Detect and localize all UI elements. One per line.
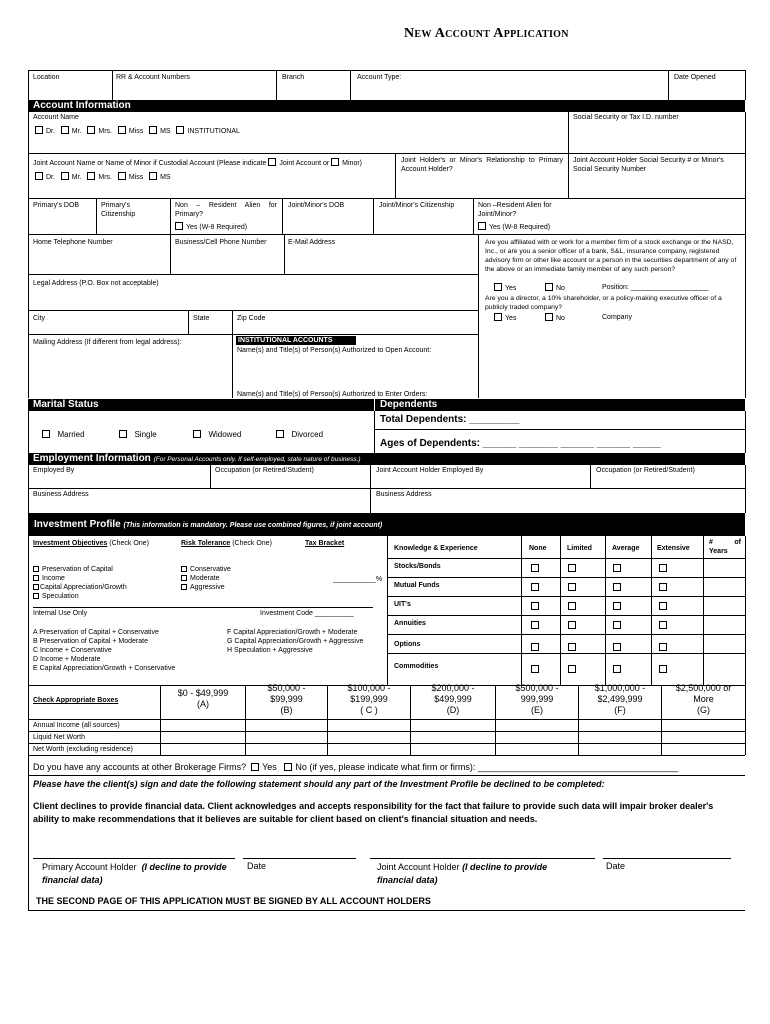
checkbox-icon[interactable] (118, 126, 126, 134)
marital-widowed[interactable]: Widowed (193, 430, 241, 440)
objective-option[interactable]: Speculation (33, 592, 79, 601)
investment-code-field[interactable]: Investment Code __________ (260, 610, 354, 617)
knowledge-checkbox[interactable] (568, 643, 576, 651)
director-no[interactable]: No (545, 313, 565, 323)
joint-date-label[interactable]: Date (606, 861, 626, 871)
position-field[interactable]: Position: ____________________ (602, 284, 709, 291)
knowledge-checkbox[interactable] (568, 621, 576, 629)
knowledge-row-label: Mutual Funds (394, 582, 440, 589)
objective-option[interactable]: Preservation of Capital (33, 565, 113, 574)
marital-married[interactable]: Married (42, 430, 85, 440)
dob-label[interactable]: Primary's DOB (33, 202, 80, 209)
date-opened-label[interactable]: Date Opened (674, 74, 716, 81)
checkbox-icon[interactable] (276, 430, 284, 438)
joint-occupation-label[interactable]: Occupation (or Retired/Student) (596, 467, 695, 474)
knowledge-header: Knowledge & Experience (394, 545, 478, 552)
tax-heading: Tax Bracket (305, 540, 345, 547)
checkbox-icon[interactable] (181, 584, 187, 590)
checkbox-icon[interactable] (118, 172, 126, 180)
knowledge-checkbox[interactable] (531, 621, 539, 629)
knowledge-checkbox[interactable] (568, 564, 576, 572)
ssn-label[interactable]: Social Security or Tax I.D. number (573, 114, 679, 121)
finance-row-label: Net Worth (excluding residence) (33, 746, 133, 753)
knowledge-checkbox[interactable] (568, 583, 576, 591)
code-item: F Capital Appreciation/Growth + Moderate (227, 629, 358, 636)
checkbox-icon[interactable] (33, 575, 39, 581)
code-item: H Speculation + Aggressive (227, 647, 313, 654)
marital-divorced[interactable]: Divorced (276, 430, 323, 440)
joint-name-label[interactable]: Joint Account Name or Name of Minor if Custodial Account (Please indicate Joint Account or Minor) (33, 160, 363, 167)
range-e: $500,000 - 999,999 (E) (515, 683, 559, 715)
affiliation-question: Are you affiliated with or work for a member firm of a stock exchange or the NASD, Inc., or are you a senior officer of a bank, S&L, insurance company, registered advisory firm or other like account or a person in the securities department of any of the above or an immediate family member of any such person? (485, 239, 737, 273)
knowledge-checkbox[interactable] (659, 564, 667, 572)
zip-label[interactable]: Zip Code (237, 315, 266, 322)
joint-relationship-label[interactable]: Joint Holder's or Minor's Relationship to Primary Account Holder? (401, 157, 563, 173)
code-item: B Preservation of Capital + Moderate (33, 638, 148, 645)
range-c: $100,000 - $199,999 ( C ) (347, 683, 391, 715)
checkbox-icon[interactable] (87, 172, 95, 180)
checkbox-icon[interactable] (181, 566, 187, 572)
checkbox-icon[interactable] (33, 566, 39, 572)
account-type-label[interactable]: Account Type: (357, 74, 402, 81)
checkbox-icon[interactable] (42, 430, 50, 438)
check-boxes-label: Check Appropriate Boxes (33, 697, 119, 704)
joint-nonres-label[interactable]: Non –Resident Alien for Joint/Minor? (478, 202, 552, 218)
finance-row-label: Annual Income (all sources) (33, 722, 120, 729)
primary-signature-label[interactable]: Primary Account Holder (I decline to provide financial data) (42, 862, 227, 885)
tax-bracket-field[interactable]: ___________% (333, 576, 383, 583)
investment-header: Investment Profile (This information is mandatory. Please use combined figures, if joint account) (34, 519, 383, 530)
knowledge-checkbox[interactable] (613, 602, 621, 610)
employed-by-label[interactable]: Employed By (33, 467, 75, 474)
knowledge-checkbox[interactable] (531, 564, 539, 572)
knowledge-row-label: Stocks/Bonds (394, 563, 441, 570)
checkbox-icon[interactable] (87, 126, 95, 134)
risk-option[interactable]: Conservative (181, 565, 231, 574)
checkbox-icon[interactable] (545, 313, 553, 321)
code-item: G Capital Appreciation/Growth + Aggressive (227, 638, 364, 645)
level-extensive: Extensive (657, 545, 690, 552)
code-item: D Income + Moderate (33, 656, 101, 663)
checkbox-icon[interactable] (33, 584, 39, 590)
knowledge-row-label: Commodities (394, 663, 439, 670)
checkbox-icon[interactable] (119, 430, 127, 438)
title-checkboxes[interactable]: Dr. Mr. Mrs. Miss MS INSTITUTIONAL (35, 126, 240, 136)
checkbox-icon[interactable] (181, 575, 187, 581)
director-yes[interactable]: Yes (494, 313, 516, 323)
checkbox-icon[interactable] (284, 763, 292, 771)
checkbox-icon[interactable] (61, 126, 69, 134)
joint-title-checkboxes[interactable]: Dr. Mr. Mrs. Miss MS (35, 172, 171, 182)
knowledge-checkbox[interactable] (659, 621, 667, 629)
checkbox-icon[interactable] (149, 172, 157, 180)
employment-header: Employment Information (For Personal Accounts only. If self-employed, state nature of business.) (28, 453, 745, 465)
risk-heading: Risk Tolerance (Check One) (181, 540, 272, 547)
nonres-label[interactable]: Non – Resident Alien for Primary? (175, 202, 277, 218)
legal-address-label[interactable]: Legal Address (P.O. Box not acceptable) (33, 280, 159, 287)
checkbox-icon[interactable] (545, 283, 553, 291)
inst-orders-label[interactable]: Name(s) and Title(s) of Person(s) Authorized to Enter Orders: (237, 391, 428, 398)
sign-instruction: Please have the client(s) sign and date the following statement should any part of the Investment Profile be declined to be completed: (33, 779, 605, 789)
occupation-label[interactable]: Occupation (or Retired/Student) (215, 467, 314, 474)
ages-dependents[interactable]: Ages of Dependents: ______ _______ ______ ______ _____ (380, 438, 661, 449)
joint-dob-label[interactable]: Joint/Minor's DOB (288, 202, 345, 209)
checkbox-icon[interactable] (149, 126, 157, 134)
risk-option[interactable]: Moderate (181, 574, 220, 583)
range-g: $2,500,000 or More (G) (675, 683, 732, 715)
knowledge-checkbox[interactable] (659, 602, 667, 610)
objective-option[interactable]: Capital Appreciation/Growth (33, 583, 127, 592)
checkbox-icon[interactable] (35, 172, 43, 180)
citizenship-label[interactable]: Primary's Citizenship (101, 202, 136, 218)
checkbox-icon[interactable] (494, 283, 502, 291)
knowledge-checkbox[interactable] (531, 602, 539, 610)
account-info-header: Account Information (28, 100, 745, 112)
city-label[interactable]: City (33, 315, 46, 322)
objective-option[interactable]: Income (33, 574, 65, 583)
internal-use-label: Internal Use Only (33, 610, 88, 617)
other-firms-question[interactable]: Do you have any accounts at other Brokerage Firms? Yes No (if yes, please indicate what firm or firms): ________________________________________ (33, 762, 679, 772)
page-title: New Account Application (404, 26, 569, 41)
joint-citizenship-label[interactable]: Joint/Minor's Citizenship (379, 202, 455, 209)
years-header: # of Years (709, 539, 741, 555)
decline-statement: Client declines to provide financial data. Client acknowledges and accepts responsibility for the fact that failure to provide such data will impair broker dealer's ability to make recommendations that it believes are suitable for client based on client's financial situation and needs. (33, 801, 714, 824)
risk-option[interactable]: Aggressive (181, 583, 225, 592)
joint-ssn-label[interactable]: Joint Account Holder Social Security # or Minor's Social Security Number (573, 157, 724, 173)
dependents-header: Dependents (374, 399, 745, 411)
knowledge-checkbox[interactable] (531, 665, 539, 673)
affiliation-no[interactable]: No (545, 283, 565, 293)
knowledge-checkbox[interactable] (659, 643, 667, 651)
knowledge-checkbox[interactable] (659, 665, 667, 673)
knowledge-row-label: Annuities (394, 620, 426, 627)
checkbox-icon[interactable] (176, 126, 184, 134)
email-label[interactable]: E-Mail Address (288, 239, 336, 246)
director-question: Are you a director, a 10% shareholder, or a policy-making executive officer of a publicly traded company? (485, 295, 722, 311)
knowledge-checkbox[interactable] (659, 583, 667, 591)
branch-label[interactable]: Branch (282, 74, 305, 81)
knowledge-checkbox[interactable] (613, 665, 621, 673)
range-a: $0 - $49,999 (A) (177, 688, 229, 709)
knowledge-checkbox[interactable] (531, 643, 539, 651)
marital-single[interactable]: Single (119, 430, 157, 440)
knowledge-checkbox[interactable] (613, 643, 621, 651)
checkbox-icon[interactable] (494, 313, 502, 321)
joint-business-address-label[interactable]: Business Address (376, 491, 432, 498)
joint-employed-label[interactable]: Joint Account Holder Employed By (376, 467, 484, 474)
checkbox-icon[interactable] (33, 593, 39, 599)
joint-signature-label[interactable]: Joint Account Holder (I decline to provide financial data) (377, 862, 548, 885)
range-f: $1,000,000 - $2,499,999 (F) (594, 683, 646, 715)
checkbox-icon[interactable] (331, 158, 339, 166)
marital-header: Marital Status (28, 399, 374, 411)
level-average: Average (612, 545, 640, 552)
home-phone-label[interactable]: Home Telephone Number (33, 239, 113, 246)
nonres-yes[interactable]: Yes (W-8 Required) (175, 222, 247, 232)
rr-account-label[interactable]: RR & Account Numbers (116, 74, 190, 81)
checkbox-icon[interactable] (61, 172, 69, 180)
knowledge-checkbox[interactable] (613, 564, 621, 572)
code-item: C Income + Conservative (33, 647, 112, 654)
knowledge-checkbox[interactable] (613, 621, 621, 629)
code-item: A Preservation of Capital + Conservative (33, 629, 159, 636)
knowledge-checkbox[interactable] (568, 665, 576, 673)
level-limited: Limited (567, 545, 592, 552)
range-b: $50,000 - $99,999 (B) (267, 683, 306, 715)
state-label[interactable]: State (193, 315, 210, 322)
business-phone-label[interactable]: Business/Cell Phone Number (175, 239, 267, 246)
company-field[interactable]: Company (602, 314, 632, 321)
checkbox-icon[interactable] (193, 430, 201, 438)
level-none: None (529, 545, 547, 552)
code-item: E Capital Appreciation/Growth + Conservative (33, 665, 176, 672)
knowledge-checkbox[interactable] (613, 583, 621, 591)
checkbox-icon[interactable] (268, 158, 276, 166)
checkbox-icon[interactable] (478, 222, 486, 230)
checkbox-icon[interactable] (251, 763, 259, 771)
range-d: $200,000 - $499,999 (D) (431, 683, 475, 715)
location-label[interactable]: Location (33, 74, 60, 81)
joint-nonres-yes[interactable]: Yes (W-8 Required) (478, 222, 550, 232)
checkbox-icon[interactable] (175, 222, 183, 230)
inst-open-label[interactable]: Name(s) and Title(s) of Person(s) Authorized to Open Account: (237, 347, 432, 354)
objectives-heading: Investment Objectives (Check One) (33, 540, 149, 547)
knowledge-row-label: UIT's (394, 601, 411, 608)
affiliation-yes[interactable]: Yes (494, 283, 516, 293)
institutional-header: INSTITUTIONAL ACCOUNTS (236, 336, 356, 345)
mailing-address-label[interactable]: Mailing Address (If different from legal address): (33, 339, 182, 346)
account-name-label[interactable]: Account Name (33, 114, 79, 121)
footer-notice: THE SECOND PAGE OF THIS APPLICATION MUST BE SIGNED BY ALL ACCOUNT HOLDERS (36, 896, 431, 906)
knowledge-row-label: Options (394, 641, 421, 648)
knowledge-checkbox[interactable] (531, 583, 539, 591)
finance-row-label: Liquid Net Worth (33, 734, 86, 741)
checkbox-icon[interactable] (35, 126, 43, 134)
business-address-label[interactable]: Business Address (33, 491, 89, 498)
primary-date-label[interactable]: Date (247, 861, 267, 871)
total-dependents[interactable]: Total Dependents: _________ (380, 414, 520, 425)
knowledge-checkbox[interactable] (568, 602, 576, 610)
